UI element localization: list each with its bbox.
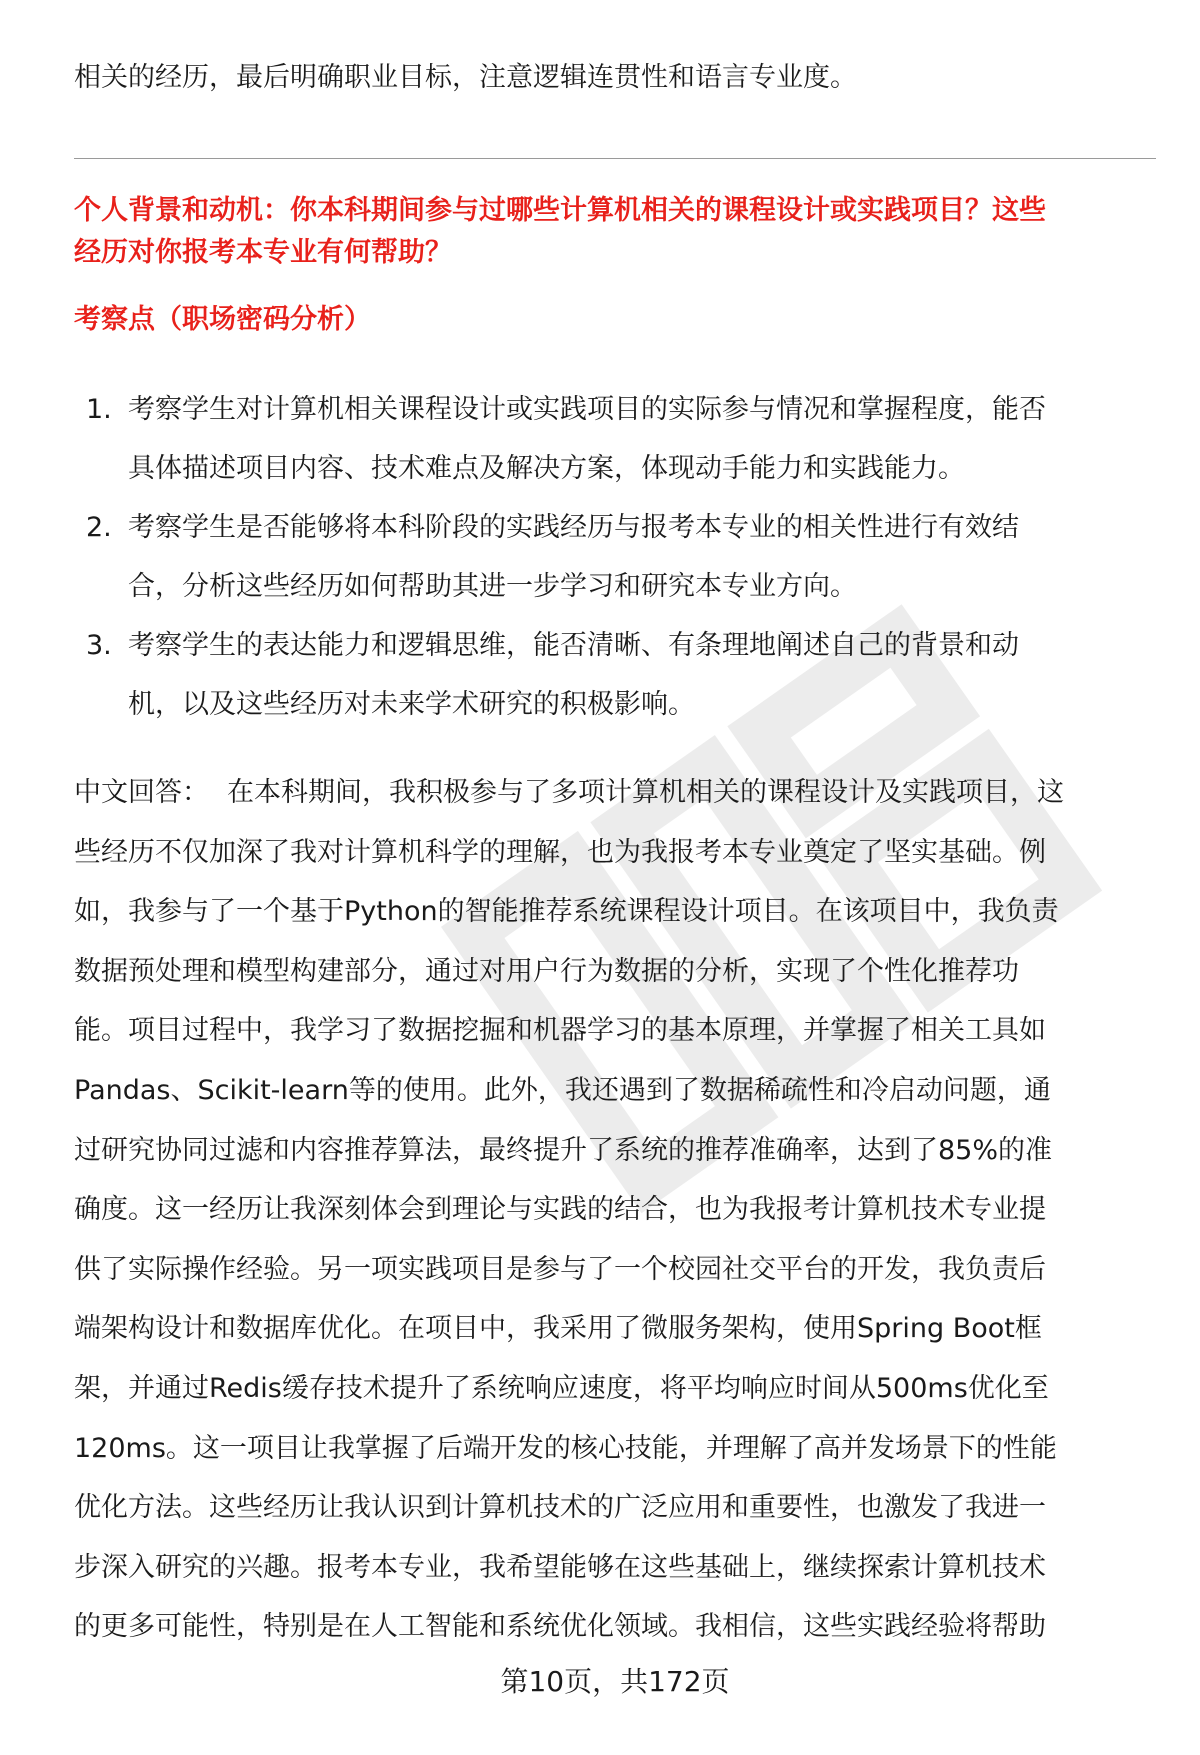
intro-text: 相关的经历，最后明确职业目标，注意逻辑连贯性和语言专业度。 xyxy=(74,62,857,93)
answer-line: 些经历不仅加深了我对计算机科学的理解，也为我报考本专业奠定了坚实基础。例 xyxy=(74,836,1046,868)
document-page xyxy=(74,0,1156,1755)
answer-label: 中文回答： xyxy=(74,777,209,808)
answer-line: 的更多可能性，特别是在人工智能和系统优化领域。我相信，这些实践经验将帮助 xyxy=(74,1611,1046,1643)
answer-line: Pandas、Scikit-learn等的使用。此外，我还遇到了数据稀疏性和冷启动问题，通 xyxy=(74,1074,1051,1106)
answer-line: 供了实际操作经验。另一项实践项目是参与了一个校园社交平台的开发，我负责后 xyxy=(74,1253,1046,1285)
question-line: 经历对你报考本专业有何帮助？ xyxy=(74,237,452,268)
answer-paragraph xyxy=(74,763,1156,1657)
point-line: 考察学生是否能够将本科阶段的实践经历与报考本专业的相关性进行有效结 xyxy=(128,512,1019,543)
answer-line: 能。项目过程中，我学习了数据挖掘和机器学习的基本原理，并掌握了相关工具如 xyxy=(74,1015,1046,1047)
assessment-point xyxy=(74,380,1156,498)
point-line: 考察学生的表达能力和逻辑思维，能否清晰、有条理地阐述自己的背景和动 xyxy=(128,630,1019,661)
answer-line: 确度。这一经历让我深刻体会到理论与实践的结合，也为我报考计算机技术专业提 xyxy=(74,1194,1046,1226)
answer-line: 优化方法。这些经历让我认识到计算机技术的广泛应用和重要性，也激发了我进一 xyxy=(74,1492,1046,1524)
point-number: 3. xyxy=(86,630,112,661)
assessment-point xyxy=(74,616,1156,734)
section-divider xyxy=(74,158,1156,159)
point-line: 合，分析这些经历如何帮助其进一步学习和研究本专业方向。 xyxy=(128,571,857,602)
answer-line: 如，我参与了一个基于Python的智能推荐系统课程设计项目。在该项目中，我负责 xyxy=(74,896,1059,928)
answer-line: 数据预处理和模型构建部分，通过对用户行为数据的分析，实现了个性化推荐功 xyxy=(74,955,1019,987)
point-line: 具体描述项目内容、技术难点及解决方案，体现动手能力和实践能力。 xyxy=(128,453,965,484)
point-line: 机，以及这些经历对未来学术研究的积极影响。 xyxy=(128,689,695,720)
answer-line: 步深入研究的兴趣。报考本专业，我希望能够在这些基础上，继续探索计算机技术 xyxy=(74,1551,1046,1583)
point-line: 考察学生对计算机相关课程设计或实践项目的实际参与情况和掌握程度，能否 xyxy=(128,394,1046,425)
answer-line: 端架构设计和数据库优化。在项目中，我采用了微服务架构，使用Spring Boot框 xyxy=(74,1313,1042,1345)
point-number: 1. xyxy=(86,394,112,425)
assessment-points-list xyxy=(74,380,1156,734)
page-indicator: 第10页，共172页 xyxy=(500,1665,730,1698)
answer-line: 120ms。这一项目让我掌握了后端开发的核心技能，并理解了高并发场景下的性能 xyxy=(74,1432,1057,1464)
assessment-point xyxy=(74,498,1156,616)
question-heading xyxy=(74,190,1156,274)
assessment-heading: 考察点（职场密码分析） xyxy=(74,304,371,335)
question-line: 个人背景和动机：你本科期间参与过哪些计算机相关的课程设计或实践项目？这些 xyxy=(74,195,1046,226)
answer-line-text: 在本科期间，我积极参与了多项计算机相关的课程设计及实践项目，这 xyxy=(227,777,1064,808)
answer-line: 架，并通过Redis缓存技术提升了系统响应速度，将平均响应时间从500ms优化至 xyxy=(74,1372,1049,1404)
answer-line: 过研究协同过滤和内容推荐算法，最终提升了系统的推荐准确率，达到了85%的准 xyxy=(74,1134,1053,1166)
answer-line xyxy=(74,763,1156,823)
point-number: 2. xyxy=(86,512,112,543)
